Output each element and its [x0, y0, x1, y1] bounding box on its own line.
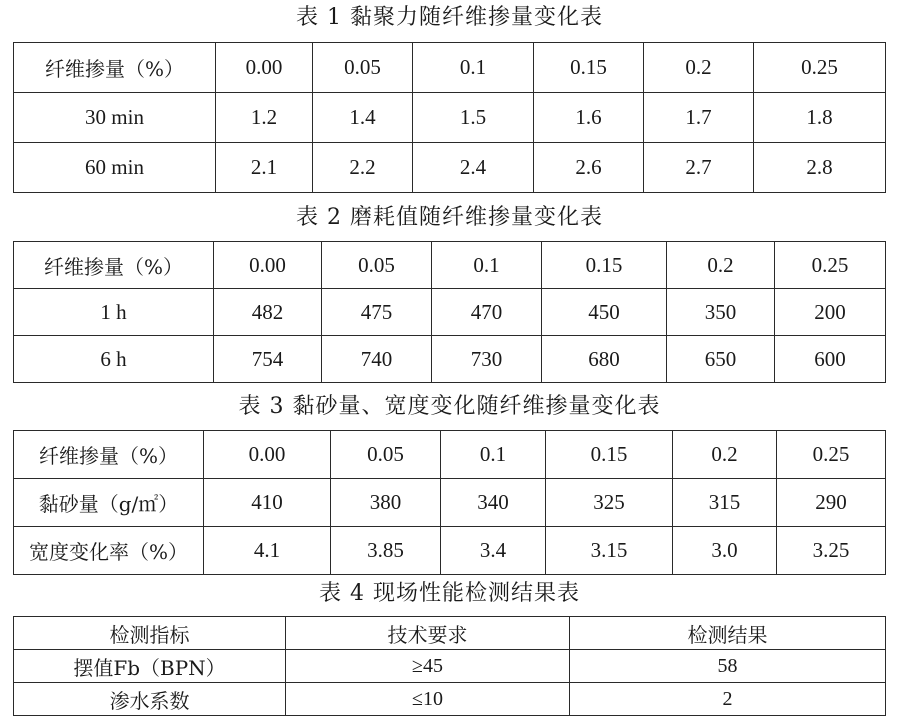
table-cell: 650 — [667, 336, 775, 383]
table1-caption: 表 1 黏聚力随纤维掺量变化表 — [296, 5, 603, 30]
table-cell: 315 — [673, 479, 777, 527]
table-cell: 470 — [432, 289, 542, 336]
table-row — [14, 431, 886, 479]
table-row — [14, 479, 886, 527]
table-cell: 0.25 — [775, 242, 886, 289]
table-cell: 200 — [775, 289, 886, 336]
table-cell: 482 — [214, 289, 322, 336]
table-cell: 340 — [441, 479, 546, 527]
table-cell: 754 — [214, 336, 322, 383]
table-cell: 0.1 — [413, 43, 534, 93]
table-cell: 1.4 — [313, 93, 413, 143]
table-cell: 0.15 — [534, 43, 644, 93]
table-cell: 3.25 — [777, 527, 886, 575]
table-cell: 3.0 — [673, 527, 777, 575]
row-header-cell: 宽度变化率（%） — [14, 527, 204, 575]
table-cell: 4.1 — [204, 527, 331, 575]
table-cell: 2.1 — [216, 143, 313, 193]
table-cell: 2 — [570, 683, 886, 716]
row-header-cell: 1 h — [14, 289, 214, 336]
row-header-cell: 30 min — [14, 93, 216, 143]
table3-caption: 表 3 黏砂量、宽度变化随纤维掺量变化表 — [238, 394, 661, 419]
table-row — [14, 93, 886, 143]
table-cell: 740 — [322, 336, 432, 383]
table-cell: 0.00 — [216, 43, 313, 93]
table-row — [14, 242, 886, 289]
table-row — [14, 336, 886, 383]
table-cell: 0.1 — [441, 431, 546, 479]
table2 — [13, 241, 886, 383]
table-cell: 3.4 — [441, 527, 546, 575]
table-cell: 1.2 — [216, 93, 313, 143]
table-cell: 2.2 — [313, 143, 413, 193]
table4 — [13, 616, 886, 716]
table-row — [14, 43, 886, 93]
table-cell: 0.2 — [644, 43, 754, 93]
table-cell: 0.05 — [322, 242, 432, 289]
table-row — [14, 143, 886, 193]
table-cell: 680 — [542, 336, 667, 383]
table-cell: 0.00 — [214, 242, 322, 289]
table-cell: 2.6 — [534, 143, 644, 193]
row-header-cell: 纤维掺量（%） — [14, 43, 216, 93]
table-cell: 0.25 — [777, 431, 886, 479]
table-cell: ≥45 — [286, 650, 570, 683]
table-row — [14, 289, 886, 336]
table-cell: 2.7 — [644, 143, 754, 193]
table-cell: 0.15 — [542, 242, 667, 289]
table-cell: 350 — [667, 289, 775, 336]
row-header-cell: 纤维掺量（%） — [14, 431, 204, 479]
table-cell: 600 — [775, 336, 886, 383]
table2-caption: 表 2 磨耗值随纤维掺量变化表 — [296, 205, 603, 230]
table-row — [14, 650, 886, 683]
table-cell: ≤10 — [286, 683, 570, 716]
column-header-cell: 检测指标 — [14, 617, 286, 650]
table-cell: 380 — [331, 479, 441, 527]
table-cell: 2.8 — [754, 143, 886, 193]
table-cell: 58 — [570, 650, 886, 683]
table-cell: 0.15 — [546, 431, 673, 479]
table-cell: 0.2 — [667, 242, 775, 289]
row-header-cell: 60 min — [14, 143, 216, 193]
row-header-cell: 纤维掺量（%） — [14, 242, 214, 289]
table-cell: 290 — [777, 479, 886, 527]
table3 — [13, 430, 886, 575]
table-cell: 730 — [432, 336, 542, 383]
table-cell: 3.85 — [331, 527, 441, 575]
table-cell: 1.8 — [754, 93, 886, 143]
table1 — [13, 42, 886, 193]
table-cell: 475 — [322, 289, 432, 336]
column-header-cell: 检测结果 — [570, 617, 886, 650]
table-cell: 0.05 — [313, 43, 413, 93]
table-cell: 0.00 — [204, 431, 331, 479]
table-cell: 3.15 — [546, 527, 673, 575]
table-cell: 1.6 — [534, 93, 644, 143]
row-header-cell: 渗水系数 — [14, 683, 286, 716]
table-cell: 0.25 — [754, 43, 886, 93]
table-row — [14, 617, 886, 650]
row-header-cell: 黏砂量（g/㎡） — [14, 479, 204, 527]
table-cell: 1.7 — [644, 93, 754, 143]
table-cell: 410 — [204, 479, 331, 527]
table-cell: 325 — [546, 479, 673, 527]
table-row — [14, 683, 886, 716]
column-header-cell: 技术要求 — [286, 617, 570, 650]
table-cell: 0.1 — [432, 242, 542, 289]
row-header-cell: 摆值Fb（BPN） — [14, 650, 286, 683]
table-cell: 450 — [542, 289, 667, 336]
table4-caption: 表 4 现场性能检测结果表 — [319, 581, 580, 606]
table-cell: 2.4 — [413, 143, 534, 193]
row-header-cell: 6 h — [14, 336, 214, 383]
table-cell: 0.05 — [331, 431, 441, 479]
table-cell: 1.5 — [413, 93, 534, 143]
table-cell: 0.2 — [673, 431, 777, 479]
table-row — [14, 527, 886, 575]
